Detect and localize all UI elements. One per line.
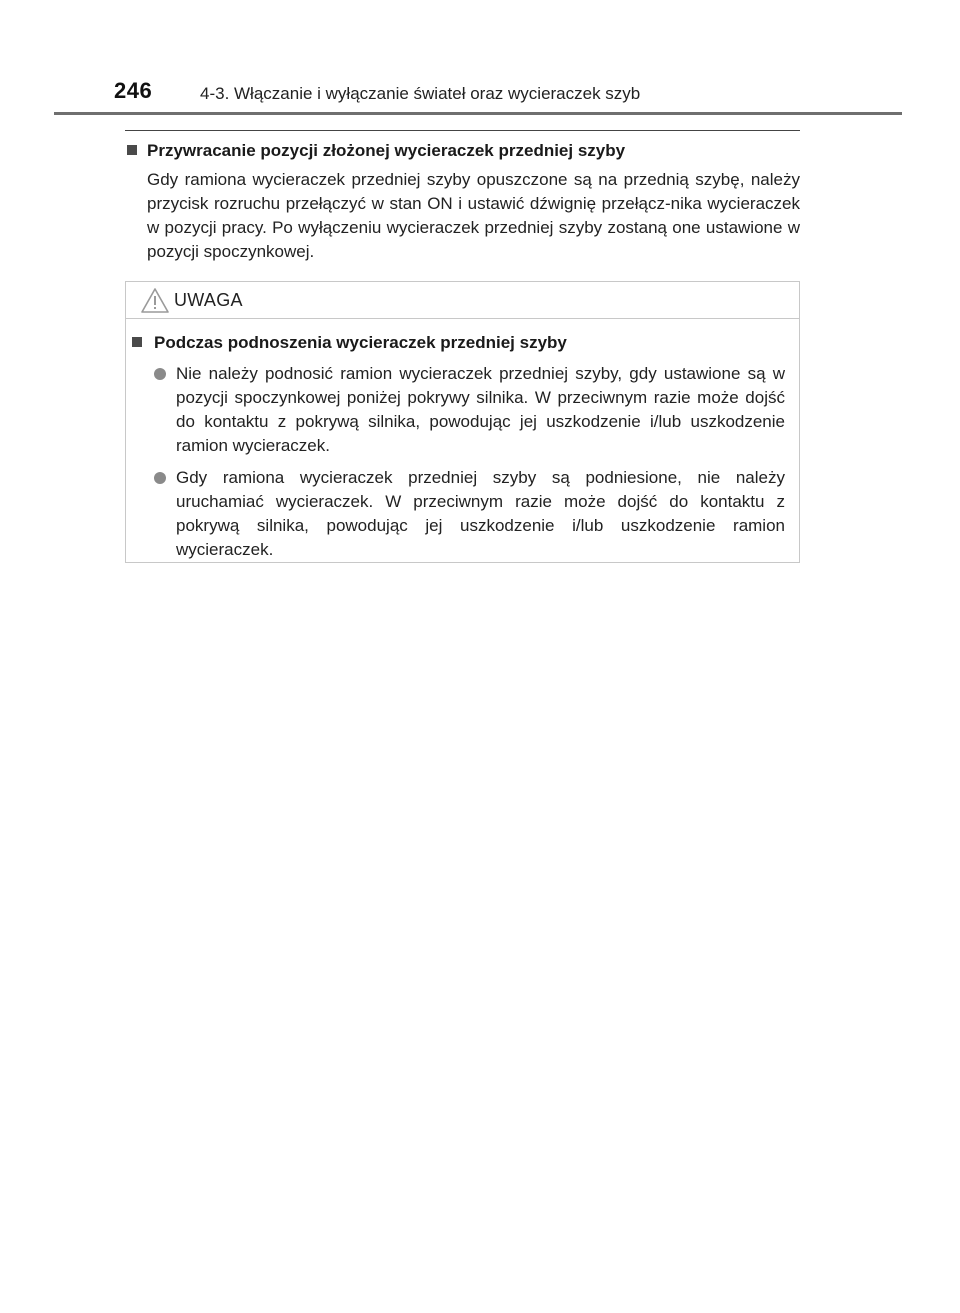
page-number: 246 bbox=[114, 78, 153, 103]
circle-bullet-icon bbox=[154, 368, 166, 380]
caution-title-text: Podczas podnoszenia wycieraczek przedniej szyby bbox=[154, 333, 567, 352]
warning-triangle-icon bbox=[140, 287, 170, 314]
caution-content bbox=[126, 319, 799, 562]
section-title-text: Przywracanie pozycji złożonej wycieraczek przedniej szyby bbox=[147, 141, 626, 160]
wiper-restore-section bbox=[125, 140, 800, 264]
caution-header bbox=[126, 282, 799, 319]
caution-box bbox=[125, 281, 800, 563]
section-title bbox=[125, 140, 800, 162]
list-item-text: Gdy ramiona wycieraczek przedniej szyby są podniesione, nie należy uruchamiać wycieraczek. W przeciwnym razie może dojść do kontaktu z pokrywą silnika, powodując jej uszkodzenie i/lub uszkodzenie ramion wycieraczek. bbox=[176, 468, 785, 559]
list-item bbox=[130, 362, 785, 458]
square-bullet-icon bbox=[127, 145, 137, 155]
caution-title bbox=[130, 332, 785, 354]
list-item-text: Nie należy podnosić ramion wycieraczek przedniej szyby, gdy ustawione są w pozycji spoczynkowej poniżej pokrywy silnika. W przeciwnym razie może dojść do kontaktu z pokrywą silnika, powodując jej uszkodzenie i/lub uszkodzenie ramion wycieraczek. bbox=[176, 364, 785, 455]
section-body: Gdy ramiona wycieraczek przedniej szyby opuszczone są na przednią szybę, należy przycisk rozruchu przełączyć w stan ON i ustawić dźwignię przełącz-nika wycieraczek w pozycji pracy. Po wyłączeniu wycieraczek przedniej szyby zostaną one ustawione w pozycji spoczynkowej. bbox=[147, 170, 800, 261]
header-divider bbox=[54, 112, 902, 115]
circle-bullet-icon bbox=[154, 472, 166, 484]
section-divider bbox=[125, 130, 800, 131]
caution-label: UWAGA bbox=[174, 290, 243, 310]
page-header bbox=[0, 0, 960, 120]
list-item bbox=[130, 466, 785, 562]
chapter-title: 4-3. Włączanie i wyłączanie świateł oraz wycieraczek szyb bbox=[200, 84, 641, 103]
square-bullet-icon bbox=[132, 337, 142, 347]
